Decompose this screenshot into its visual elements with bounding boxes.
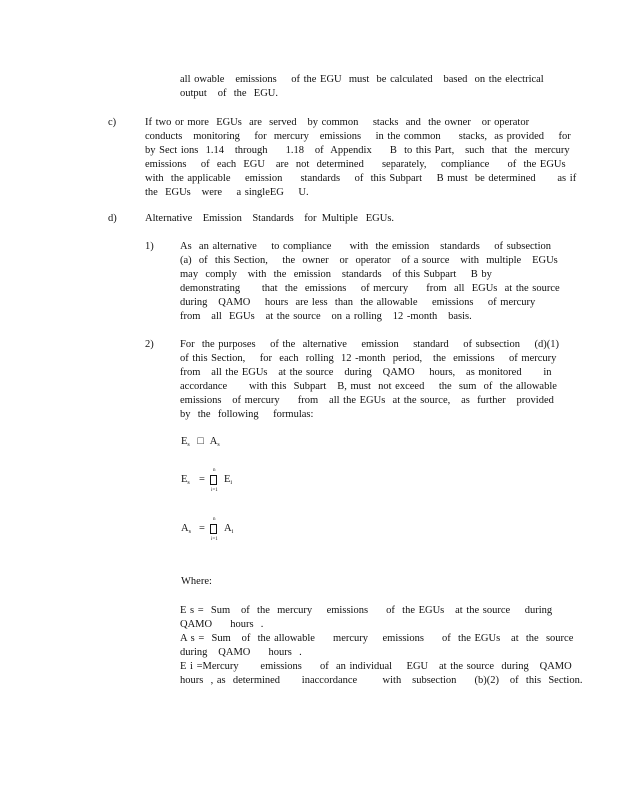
sigma-icon bbox=[210, 475, 217, 485]
paragraph-c bbox=[145, 116, 577, 200]
formula-2-equals: = bbox=[199, 474, 205, 485]
formula-2 bbox=[181, 468, 251, 498]
formula-2-term: $E_i$ bbox=[224, 474, 233, 486]
formula-2-lhs: $E_s$ bbox=[181, 474, 190, 486]
text-line: E i =Mercury emissions of an individual EGU at the source during QAMO bbox=[180, 661, 572, 672]
formula-3 bbox=[181, 517, 251, 547]
text-line: QAMO hours . bbox=[180, 619, 264, 630]
formula-1-lhs-subscript: s bbox=[187, 442, 190, 448]
text-line: by the following formulas: bbox=[180, 409, 314, 420]
formula-1-rhs: A bbox=[209, 436, 218, 447]
text-line: by Sect ions 1.14 through 1.18 of Appendix B to this Part, such that the mercury bbox=[145, 145, 570, 156]
text-line: from all EGUs at the source on a rolling 12 -month basis. bbox=[180, 311, 472, 322]
text-line: may comply with the emission standards of this Subpart B by bbox=[180, 269, 492, 280]
paragraph-d1 bbox=[180, 240, 560, 324]
paragraph-d-heading: Alternative Emission Standards for Multiple EGUs. bbox=[145, 213, 395, 224]
text-line: hours , as determined inaccordance with subsection (b)(2) of this Section. bbox=[180, 675, 583, 686]
paragraph-d1-label: 1) bbox=[145, 241, 154, 252]
formula-1-operator: □ bbox=[197, 436, 204, 447]
intro-continuation bbox=[180, 73, 544, 101]
sigma-icon bbox=[210, 524, 217, 534]
text-line: A s = Sum of the allowable mercury emissions of the EGUs at the source bbox=[180, 633, 574, 644]
text-line: emissions of each EGU are not determined separately, compliance of the EGUs bbox=[145, 159, 566, 170]
where-label: Where: bbox=[181, 576, 212, 587]
text-line: E s = Sum of the mercury emissions of the EGUs at the source during bbox=[180, 605, 553, 616]
paragraph-c-label: c) bbox=[108, 117, 117, 128]
text-line: demonstrating that the emissions of mercury from all EGUs at the source bbox=[180, 283, 560, 294]
definitions bbox=[180, 604, 583, 688]
formula-1 bbox=[181, 435, 220, 452]
text-line: during QAMO hours . bbox=[180, 647, 302, 658]
text-line: accordance with this Subpart B, must not exceed the sum of the allowable bbox=[180, 381, 557, 392]
formula-3-term: $A_i$ bbox=[224, 523, 234, 535]
text-line: with the applicable emission standards of this Subpart B must be determined as if bbox=[145, 173, 577, 184]
text-line: (a) of this Section, the owner or operator of a source with multiple EGUs bbox=[180, 255, 558, 266]
formula-1-lhs: E bbox=[181, 436, 188, 447]
paragraph-d2 bbox=[180, 338, 559, 422]
text-line: output of the EGU. bbox=[180, 88, 278, 99]
text-line: from all the EGUs at the source during QAMO hours, as monitored in bbox=[180, 367, 552, 378]
text-line: the EGUs were a singleEG U. bbox=[145, 187, 309, 198]
text-line: during QAMO hours are less than the allowable emissions of mercury bbox=[180, 297, 536, 308]
formula-1-rhs-subscript: s bbox=[217, 442, 220, 448]
formula-3-summation-lower-limit: i=1 bbox=[211, 537, 218, 542]
text-line: of this Section, for each rolling 12 -month period, the emissions of mercury bbox=[180, 353, 557, 364]
paragraph-d-label: d) bbox=[108, 213, 117, 224]
text-line: all owable emissions of the EGU must be calculated based on the electrical bbox=[180, 74, 544, 85]
text-line: For the purposes of the alternative emission standard of subsection (d)(1) bbox=[180, 339, 559, 350]
text-line: conducts monitoring for mercury emissions in the common stacks, as provided for bbox=[145, 131, 571, 142]
text-line: emissions of mercury from all the EGUs at the source, as further provided bbox=[180, 395, 554, 406]
formula-2-summation-lower-limit: i=1 bbox=[211, 488, 218, 493]
formula-3-lhs: $A_s$ bbox=[181, 523, 191, 535]
formula-2-summation-upper-limit: n bbox=[213, 468, 216, 473]
paragraph-d2-label: 2) bbox=[145, 339, 154, 350]
formula-3-summation-upper-limit: n bbox=[213, 517, 216, 522]
text-line: If two or more EGUs are served by common stacks and the owner or operator bbox=[145, 117, 530, 128]
formula-3-equals: = bbox=[199, 523, 205, 534]
text-line: As an alternative to compliance with the emission standards of subsection bbox=[180, 241, 552, 252]
